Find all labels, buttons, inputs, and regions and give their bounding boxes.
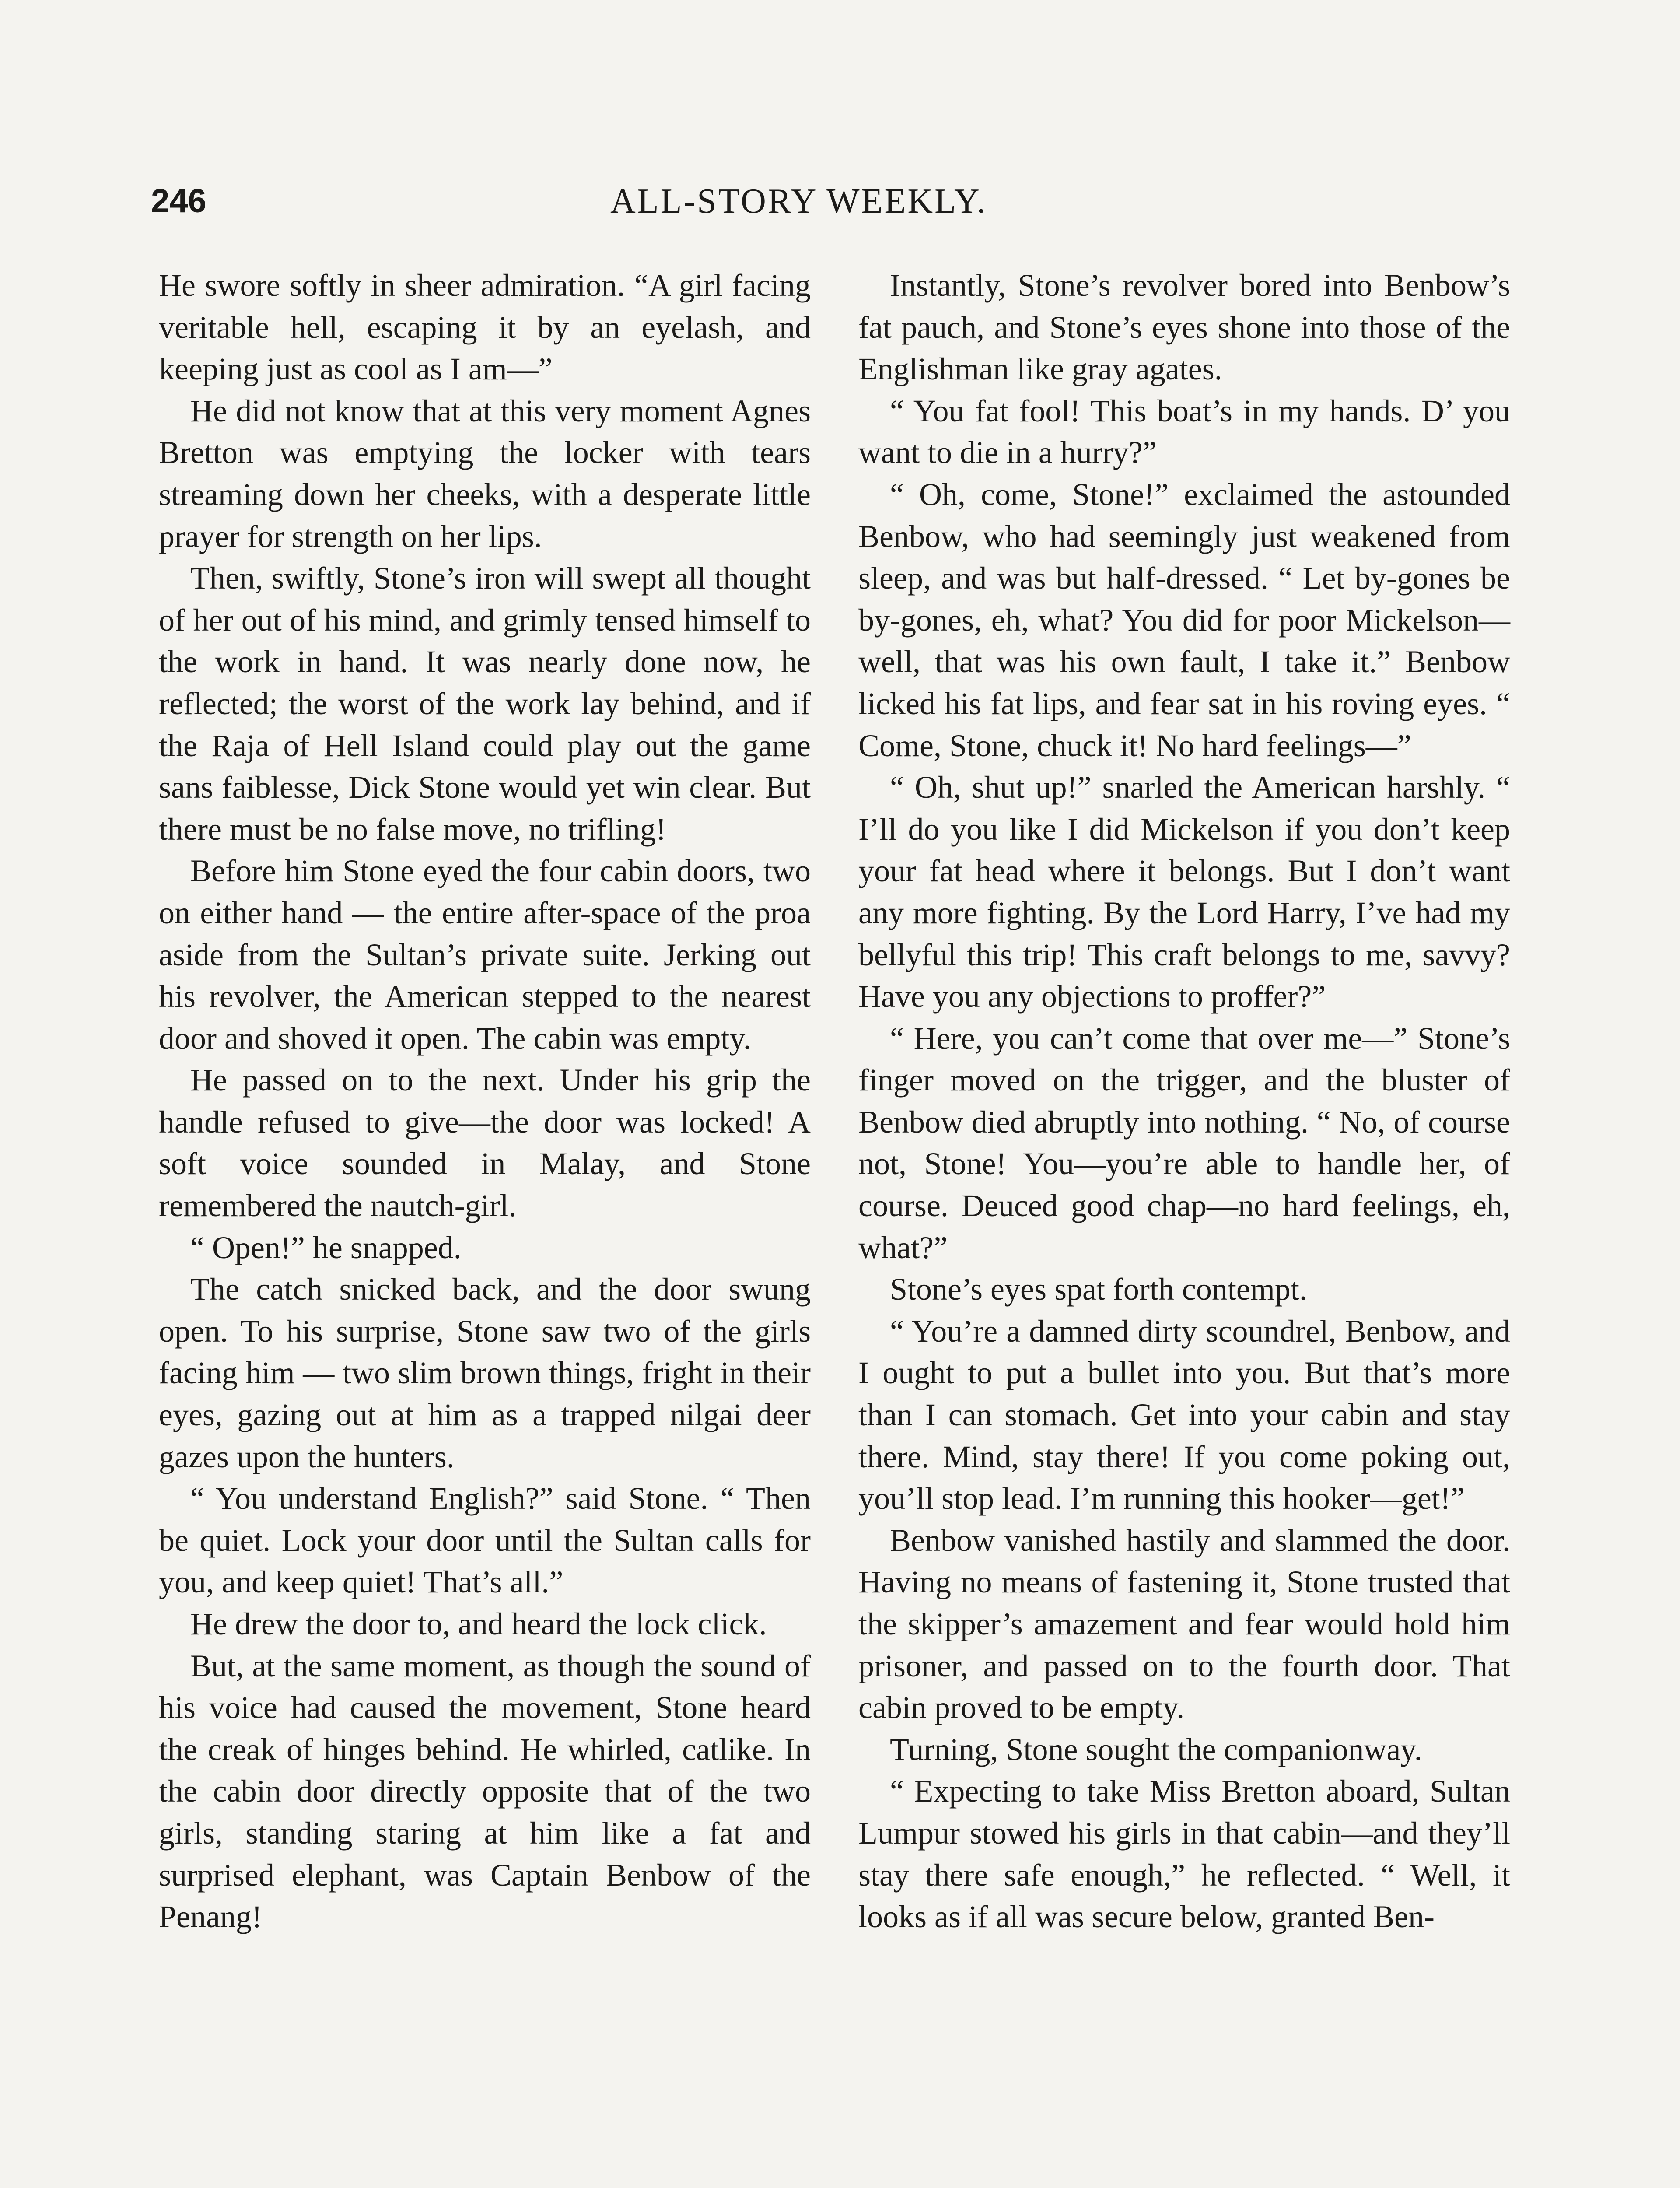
paragraph: Before him Stone eyed the four cabin doors, two on either hand — the entire after-space of the proa aside from the Sultan’s private suite. Jerking out his revolver, the American stepped to the nearest door and shoved it open. The cabin was empty. bbox=[159, 853, 811, 1056]
paragraph: “ Here, you can’t come that over me—” Stone’s finger moved on the trigger, and the bluster of Benbow died abruptly into nothing. “ No, of course not, Stone! You—you’re able to handle her, of course. Deuced good chap—no hard feelings, eh, what?” bbox=[858, 1020, 1510, 1265]
paragraph: Stone’s eyes spat forth contempt. bbox=[890, 1272, 1307, 1307]
paragraph: “ Open!” he snapped. bbox=[190, 1230, 462, 1265]
running-head: ALL-STORY WEEKLY. bbox=[610, 182, 987, 221]
paragraph: “ Expecting to take Miss Bretton aboard, Sultan Lumpur stowed his girls in that cabin—and they’ll stay there safe enough,” he reflected. “ Well, it looks as if all was secure below, granted Ben- bbox=[858, 1774, 1510, 1935]
paragraph: But, at the same moment, as though the sound of his voice had caused the movement, Stone heard the creak of hinges behind. He whirled, catlike. In the cabin door directly opposite that of the two girls, standing staring at him like a fat and surprised elephant, was Captain Benbow of the Penang! bbox=[159, 1648, 811, 1935]
paragraph: Then, swiftly, Stone’s iron will swept all thought of her out of his mind, and grimly tensed himself to the work in hand. It was nearly done now, he reflected; the worst of the work lay behind, and if the Raja of Hell Island could play out the game sans faiblesse, Dick Stone would yet win clear. But there must be no false move, no trifling! bbox=[159, 561, 811, 847]
paragraph: He drew the door to, and heard the lock click. bbox=[190, 1606, 767, 1641]
paragraph: He did not know that at this very moment Agnes Bretton was emptying the locker with tears streaming down her cheeks, with a desperate little prayer for strength on her lips. bbox=[159, 393, 811, 554]
right-text-column bbox=[858, 265, 1510, 1938]
paragraph: He swore softly in sheer admiration. “A girl facing veritable hell, escaping it by an eyelash, and keeping just as cool as I am—” bbox=[159, 268, 811, 387]
paragraph: “ Oh, come, Stone!” exclaimed the astounded Benbow, who had seemingly just weakened from sleep, and was but half-dressed. “ Let by-gones be by-gones, eh, what? You did for poor Mickelson—well, that was his own fault, I take it.” Benbow licked his fat lips, and fear sat in his roving eyes. “ Come, Stone, chuck it! No hard feelings—” bbox=[858, 477, 1510, 763]
paragraph: “ You understand English?” said Stone. “ Then be quiet. Lock your door until the Sultan calls for you, and keep quiet! That’s all.” bbox=[159, 1481, 811, 1600]
paragraph: Turning, Stone sought the companionway. bbox=[890, 1732, 1422, 1767]
paragraph: “ You fat fool! This boat’s in my hands. D’ you want to die in a hurry?” bbox=[858, 393, 1510, 470]
paragraph: “ Oh, shut up!” snarled the American harshly. “ I’ll do you like I did Mickelson if you don’t keep your fat head where it belongs. But I don’t want any more fighting. By the Lord Harry, I’ve had my bellyful this trip! This craft belongs to me, savvy? Have you any objections to proffer?” bbox=[858, 770, 1510, 1014]
paragraph: Benbow vanished hastily and slammed the door. Having no means of fastening it, Stone trusted that the skipper’s amazement and fear would hold him prisoner, and passed on to the fourth door. That cabin proved to be empty. bbox=[858, 1522, 1510, 1725]
paragraph: “ You’re a damned dirty scoundrel, Benbow, and I ought to put a bullet into you. But that’s more than I can stomach. Get into your cabin and stay there. Mind, stay there! If you come poking out, you’ll stop lead. I’m running this hooker—get!” bbox=[858, 1313, 1510, 1516]
page-header bbox=[151, 179, 1529, 232]
paragraph: He passed on to the next. Under his grip the handle refused to give—the door was locked! A soft voice sounded in Malay, and Stone remembered the nautch-girl. bbox=[159, 1062, 811, 1224]
page-number: 246 bbox=[151, 182, 206, 220]
paragraph: The catch snicked back, and the door swung open. To his surprise, Stone saw two of the girls facing him — two slim brown things, fright in their eyes, gazing out at him as a trapped nilgai deer gazes upon the hunters. bbox=[159, 1272, 811, 1474]
paragraph: Instantly, Stone’s revolver bored into Benbow’s fat pauch, and Stone’s eyes shone into those of the Englishman like gray agates. bbox=[858, 268, 1510, 387]
left-text-column bbox=[159, 265, 811, 1938]
